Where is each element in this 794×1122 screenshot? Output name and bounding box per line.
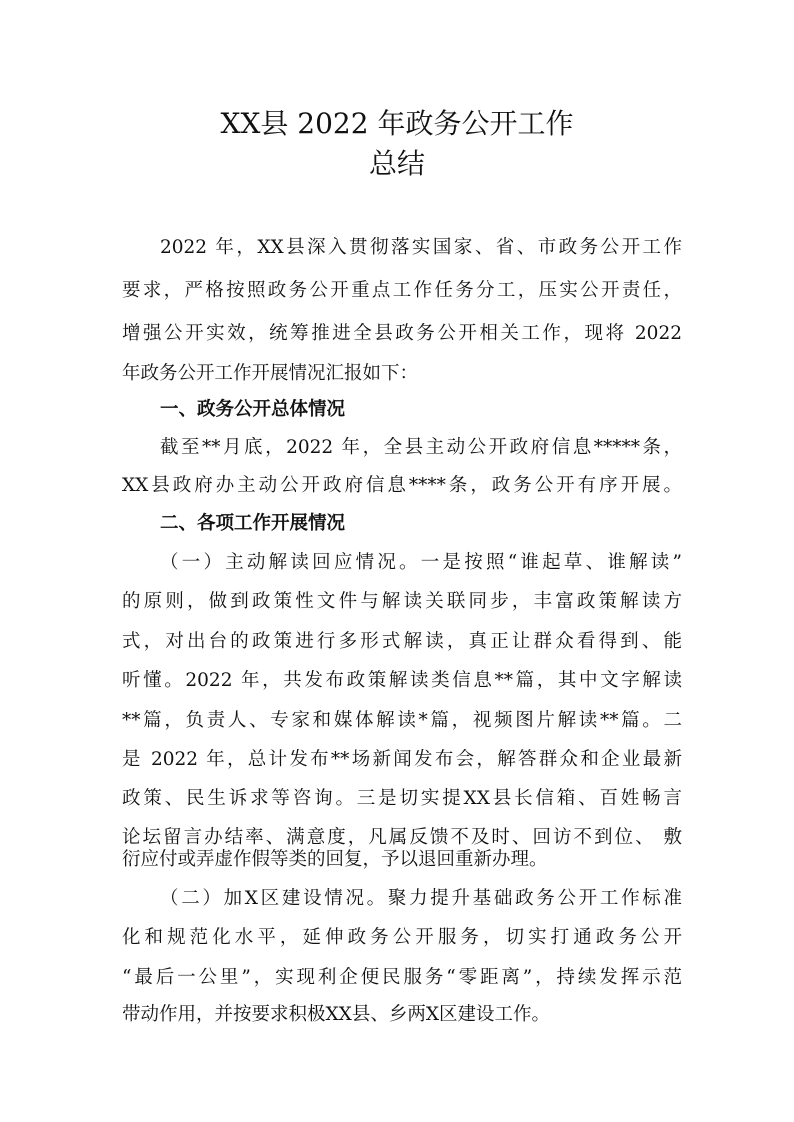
sub-1-line: 是 2022 年，总计发布**场新闻发布会，解答群众和企业最新 <box>122 749 682 770</box>
sub-1-line: 的原则，做到政策性文件与解读关联同步，丰富政策解读方 <box>122 591 682 612</box>
section-1-heading: 一、政务公开总体情况 <box>160 399 346 420</box>
intro-line: 增强公开实效，统筹推进全县政务公开相关工作，现将 2022 <box>122 323 682 344</box>
section-1-line: 截至**月底，2022 年，全县主动公开政府信息*****条， <box>160 437 682 458</box>
intro-line: 要求，严格按照政务公开重点工作任务分工，压实公开责任， <box>122 280 682 301</box>
sub-2-line: “最后一公里”，实现利企便民服务“零距离”，持续发挥示范 <box>122 967 682 988</box>
sub-2-line: 带动作用，并按要求积极XX县、乡两X区建设工作。 <box>122 1004 551 1025</box>
sub-1-line: 式，对出台的政策进行多形式解读，真正让群众看得到、能 <box>122 631 682 652</box>
sub-1-line: 政策、民生诉求等咨询。三是切实提XX县长信箱、百姓畅言 <box>122 788 682 809</box>
sub-1-line: （一）主动解读回应情况。一是按照“谁起草、谁解读” <box>160 552 682 573</box>
sub-2-line: 化和规范化水平，延伸政务公开服务，切实打通政务公开 <box>122 927 682 948</box>
sub-1-line: 论坛留言办结率、满意度，凡属反馈不及时、回访不到位、 敷 <box>122 827 682 848</box>
document-title-line-1: XX县 2022 年政务公开工作 <box>220 107 574 140</box>
sub-1-line: 听懂。2022 年，共发布政策解读类信息**篇，其中文字解读 <box>122 670 682 691</box>
sub-1-line: **篇，负责人、专家和媒体解读*篇，视频图片解读**篇。二 <box>122 710 682 731</box>
document-title-line-2: 总结 <box>368 147 425 180</box>
sub-2-line: （二）加X区建设情况。聚力提升基础政务公开工作标准 <box>160 888 682 909</box>
intro-line: 2022 年，XX县深入贯彻落实国家、省、市政务公开工作 <box>160 237 682 258</box>
sub-1-line: 衍应付或弄虚作假等类的回复，予以退回重新办理。 <box>122 849 548 870</box>
section-1-line: XX县政府办主动公开政府信息****条，政务公开有序开展。 <box>122 475 682 496</box>
section-2-heading: 二、各项工作开展情况 <box>160 513 346 534</box>
intro-line: 年政务公开工作开展情况汇报如下： <box>122 363 419 384</box>
